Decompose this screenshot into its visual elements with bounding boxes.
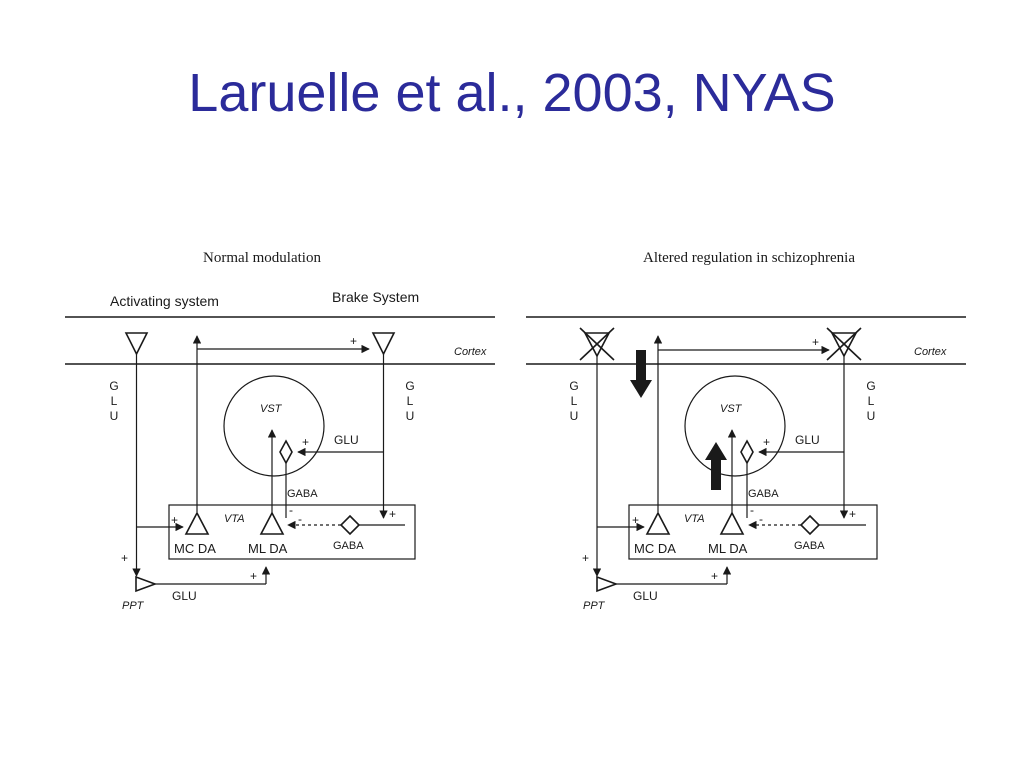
plus-sign: +: [711, 569, 719, 583]
vta-label: VTA: [224, 513, 245, 525]
plus-sign: +: [389, 507, 397, 521]
gaba-vst-label: GABA: [748, 488, 779, 500]
plus-sign: +: [632, 513, 640, 527]
ml-da-label: ML DA: [708, 541, 748, 556]
mc-da-neuron-icon: [186, 513, 208, 534]
panel-altered-regulation: [526, 250, 966, 612]
gaba-vta-label: GABA: [333, 540, 364, 552]
ml-da-neuron-icon: [261, 513, 283, 534]
blocked-pyramidal-left-icon: [580, 328, 614, 360]
brake-system-label: Brake System: [332, 289, 420, 305]
gaba-vta-label: GABA: [794, 540, 825, 552]
vst-label: VST: [260, 403, 282, 415]
gaba-vst-label: GABA: [287, 488, 318, 500]
vta-interneuron-icon: [801, 516, 819, 534]
increase-arrow-icon: [705, 442, 727, 490]
minus-sign: -: [298, 512, 302, 526]
pyramidal-neuron-left-icon: [126, 333, 147, 354]
glu-ppt-label: GLU: [633, 589, 658, 603]
glu-vst-label: GLU: [334, 433, 359, 447]
plus-sign: +: [849, 507, 857, 521]
cortex-label: Cortex: [914, 346, 947, 358]
panel-normal-modulation: [65, 250, 495, 612]
plus-sign: +: [302, 435, 310, 449]
ppt-label: PPT: [583, 600, 605, 612]
cortex-label: Cortex: [454, 346, 487, 358]
mc-da-label: MC DA: [634, 541, 676, 556]
blocked-pyramidal-right-icon: [827, 328, 861, 360]
glu-vertical-left: [569, 379, 578, 423]
mc-da-label: MC DA: [174, 541, 216, 556]
svg-text:G: G: [109, 379, 119, 393]
ppt-label: PPT: [122, 600, 144, 612]
vta-label: VTA: [684, 513, 705, 525]
ppt-neuron-icon: [597, 577, 616, 591]
glu-vertical-left: [109, 379, 118, 423]
plus-sign: +: [121, 551, 129, 565]
svg-text:L: L: [570, 394, 578, 408]
decrease-arrow-icon: [630, 350, 652, 398]
plus-sign: +: [171, 513, 179, 527]
pyramidal-neuron-right-icon: [373, 333, 394, 354]
glu-vst-label: GLU: [795, 433, 820, 447]
svg-text:U: U: [866, 409, 876, 423]
panel-heading: Normal modulation: [203, 250, 321, 266]
svg-text:L: L: [867, 394, 875, 408]
plus-sign: +: [250, 569, 258, 583]
ml-da-label: ML DA: [248, 541, 288, 556]
vta-interneuron-icon: [341, 516, 359, 534]
glu-ppt-label: GLU: [172, 589, 197, 603]
svg-text:G: G: [569, 379, 579, 393]
mc-da-neuron-icon: [647, 513, 669, 534]
svg-text:G: G: [866, 379, 876, 393]
glu-vertical-right: [866, 379, 875, 423]
plus-sign: +: [350, 334, 358, 348]
plus-sign: +: [763, 435, 771, 449]
slide-title: Laruelle et al., 2003, NYAS: [188, 63, 836, 123]
plus-sign: +: [582, 551, 590, 565]
svg-text:U: U: [109, 409, 119, 423]
vst-interneuron-icon: [741, 441, 753, 463]
glu-vertical-right: [405, 379, 414, 423]
minus-sign: -: [750, 503, 754, 517]
minus-sign: -: [289, 503, 293, 517]
plus-sign: +: [812, 335, 820, 349]
svg-text:U: U: [405, 409, 415, 423]
vst-label: VST: [720, 403, 742, 415]
vst-interneuron-icon: [280, 441, 292, 463]
minus-sign: -: [759, 512, 763, 526]
svg-text:L: L: [110, 394, 118, 408]
activating-system-label: Activating system: [110, 293, 219, 309]
vst-region: [224, 376, 324, 476]
svg-text:L: L: [406, 394, 414, 408]
svg-text:G: G: [405, 379, 415, 393]
ppt-neuron-icon: [136, 577, 155, 591]
svg-text:U: U: [569, 409, 579, 423]
vst-region: [685, 376, 785, 476]
ml-da-neuron-icon: [721, 513, 743, 534]
panel-heading: Altered regulation in schizophrenia: [642, 250, 856, 266]
